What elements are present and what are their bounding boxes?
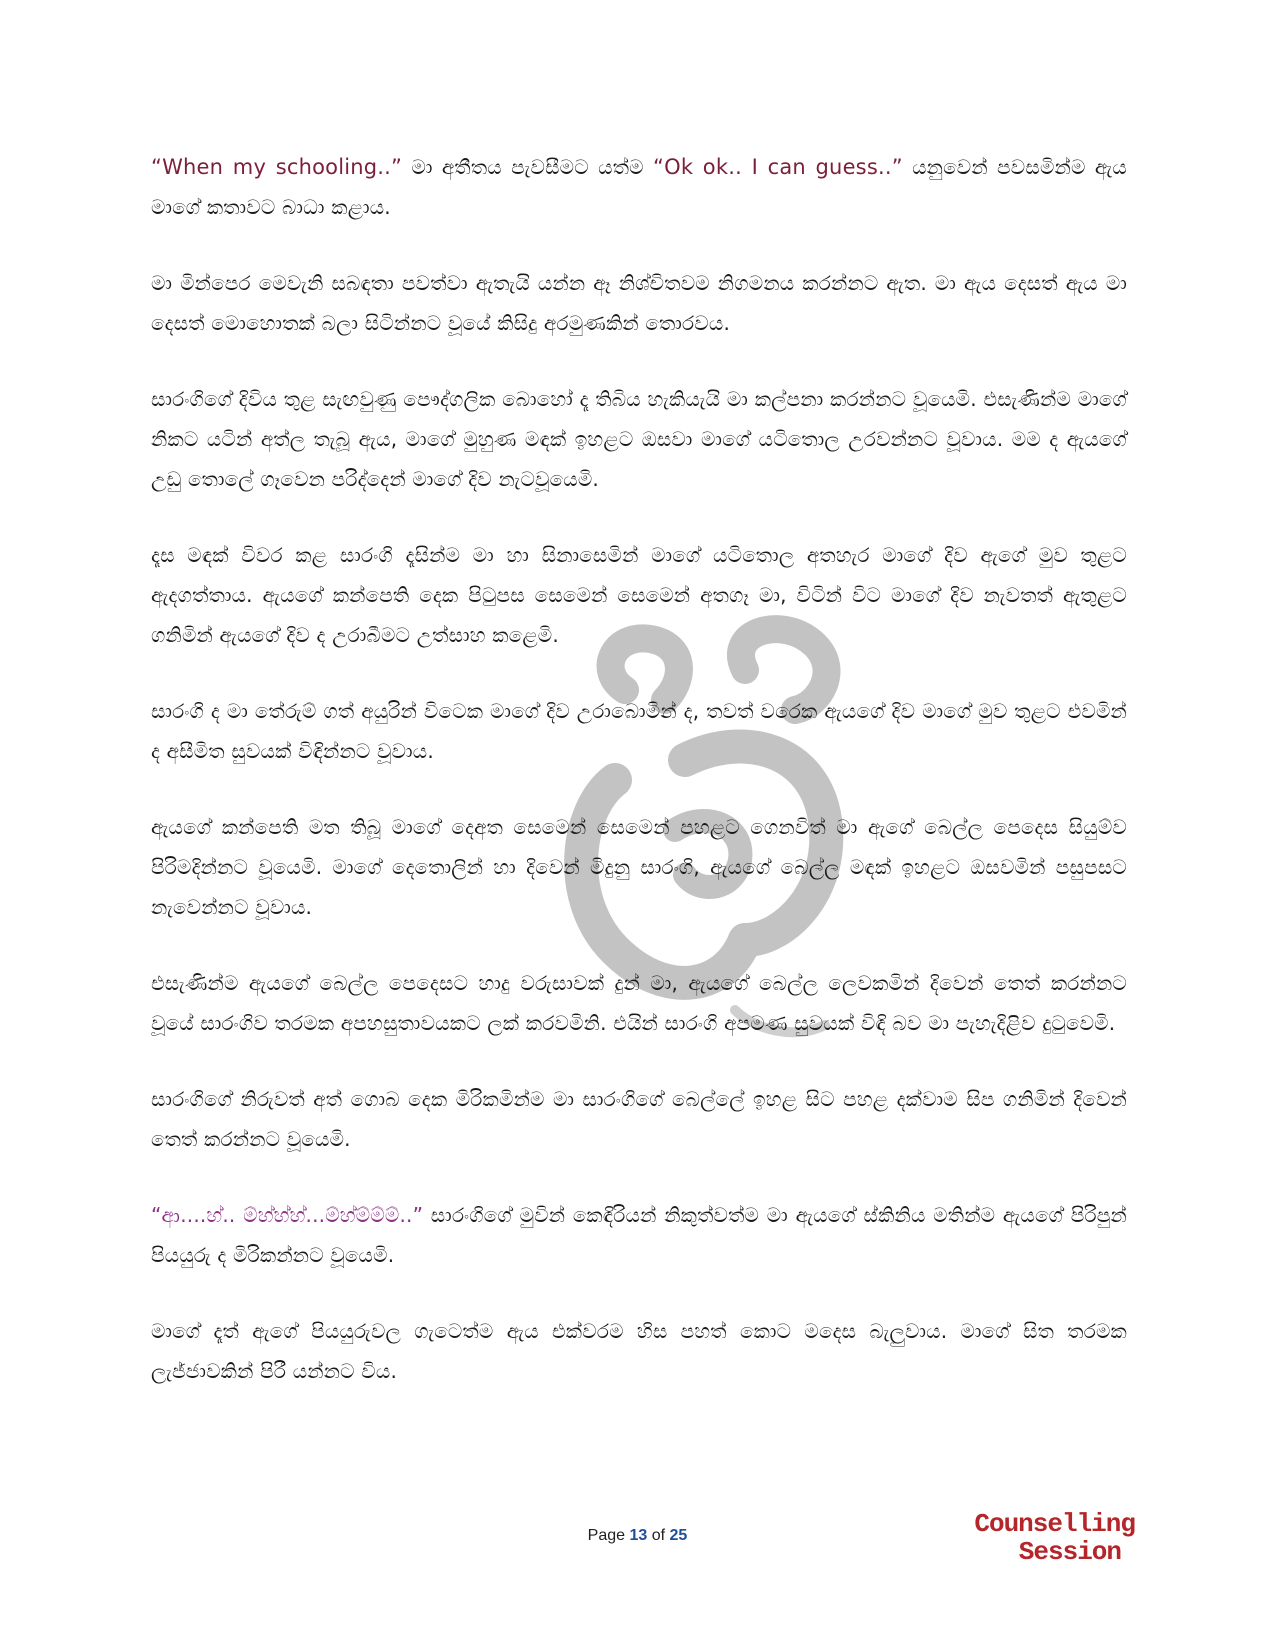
total-pages: 25 xyxy=(669,1527,688,1544)
paragraph-text: යනුවෙන් පවසමින්ම ඇය මාගේ කතාවට බාධා කළාය. xyxy=(151,155,1127,219)
of-label: of xyxy=(651,1527,666,1544)
paragraph-text: ඇයගේ කන්පෙති මත තිබූ මාගේ දෙඅත සෙමෙන් සෙමෙන් පහළට ගෙනවිත් මා ඇගේ බෙල්ල පෙදෙස සියුම්ව පිරිමදින්නට වූයෙමි. මාගේ දෙතොලින් හා දිවෙන් මිදුනු සාරංගි, ඇයගේ බෙල්ල මඳක් ඉහළට ඔසවමින් පසුපසට නැවෙන්නට වූවාය. xyxy=(151,815,1127,919)
paragraph-2 xyxy=(151,263,1127,343)
paragraph-9 xyxy=(151,1195,1127,1275)
paragraph-text: මා මින්පෙර මෙවැනි සබඳතා පවත්වා ඇතැයි යන්න ඈ නිශ්චිතවම නිගමනය කරන්නට ඇත. මා ඇය දෙසත් ඇය මා දෙසත් මොහොතක් බලා සිටින්නට වූයේ කිසිදු අරමුණකින් තොරවය. xyxy=(151,271,1127,335)
page-label: Page xyxy=(587,1527,626,1544)
paragraph-3 xyxy=(151,379,1127,499)
paragraph-text: සාරංගිගේ මුවින් කෙඳිරියන් නිකුත්වත්ම මා ඇයගේ ස්කිනිය මතින්ම ඇයගේ පිරිපුන් පියයුරු ද මිරිකන්නට වූයෙමි. xyxy=(151,1203,1127,1267)
paragraph-6 xyxy=(151,807,1127,927)
logo-line-1: Counselling xyxy=(974,1509,1135,1539)
paragraph-text: මා අතීතය පැවසීමට යත්ම xyxy=(402,155,654,179)
paragraph-text: එසැණින්ම ඇයගේ බෙල්ල පෙදෙසට හාදු වරුසාවක් දුන් මා, ඇයගේ බෙල්ල ලෙවකමින් දිවෙන් තෙත් කරන්නට වූයේ සාරංගිව තරමක අපහසුතාවයකට ලක් කරවමිනි. එයින් සාරංගි අපමණ සුවයක් විඳි බව මා පැහැදිළිව දුටුවෙමි. xyxy=(151,971,1127,1035)
quote-english-2: “Ok ok.. I can guess..” xyxy=(653,155,903,179)
paragraph-7 xyxy=(151,963,1127,1043)
paragraph-8 xyxy=(151,1079,1127,1159)
quote-english-1: “When my schooling..” xyxy=(151,155,403,179)
paragraph-text: මාගේ දෑත් ඇගේ පියයුරුවල ගැටෙත්ම ඇය එක්වරම හිස පහත් කොට මදෙස බැලුවාය. මාගේ සිත තරමක ලැජ්ජාවකින් පිරී යන්නට විය. xyxy=(151,1319,1127,1383)
quote-sinhala: “ආ....හ්.. ම්හ්හ්හ්...ම්හ්ම්ම්ම්..” xyxy=(151,1203,424,1227)
current-page-number: 13 xyxy=(629,1527,648,1544)
logo-line-2: Session xyxy=(1018,1537,1121,1567)
article-body xyxy=(151,147,1127,1427)
paragraph-5 xyxy=(151,691,1127,771)
paragraph-text: සාරංගිගේ දිවිය තුළ සැඟවුණු පෞද්ගලික බොහෝ දෑ තිබිය හැකියැයි මා කල්පනා කරන්නට වූයෙමි. එසැණින්ම මාගේ නිකට යටින් අත්ල තැබූ ඇය, මාගේ මුහුණ මඳක් ඉහළට ඔසවා මාගේ යටිතොල උරවන්නට වූවාය. මම ද ඇයගේ උඩු තොලේ ගෑවෙන පරිද්දෙන් මාගේ දිව නැටවූයෙමි. xyxy=(151,387,1127,491)
counselling-session-logo xyxy=(955,1510,1135,1566)
paragraph-4 xyxy=(151,535,1127,655)
paragraph-text: සාරංගි ද මා තේරුම් ගත් අයුරින් විටෙක මාගේ දිව උරාබොමින් ද, තවත් වරෙක ඇයගේ දිව මාගේ මුව තුළට එවමින් ද අසීමිත සුවයක් විඳින්නට වූවාය. xyxy=(151,699,1127,763)
paragraph-text: සාරංගිගේ නිරුවත් අත් ගොබ දෙක මිරිකමින්ම මා සාරංගිගේ බෙල්ලේ ඉහළ සිට පහළ දක්වාම සිප ගනිමින් දිවෙන් තෙත් කරන්නට වූයෙමි. xyxy=(151,1087,1127,1151)
paragraph-text: දෑස මඳක් විවර කළ සාරංගි දෑසින්ම මා හා සිනාසෙමින් මාගේ යටිතොල අතහැර මාගේ දිව ඇගේ මුව තුළට ඇදගත්තාය. ඇයගේ කන්පෙති දෙක පිටුපස සෙමෙන් සෙමෙන් අතගෑ මා, විටින් විට මාගේ දිව නැවතත් ඇතුළට ගනිමින් ඇයගේ දිව ද උරාබීමට උත්සාහ කළෙමි. xyxy=(151,543,1127,647)
paragraph-1 xyxy=(151,147,1127,227)
paragraph-10 xyxy=(151,1311,1127,1391)
